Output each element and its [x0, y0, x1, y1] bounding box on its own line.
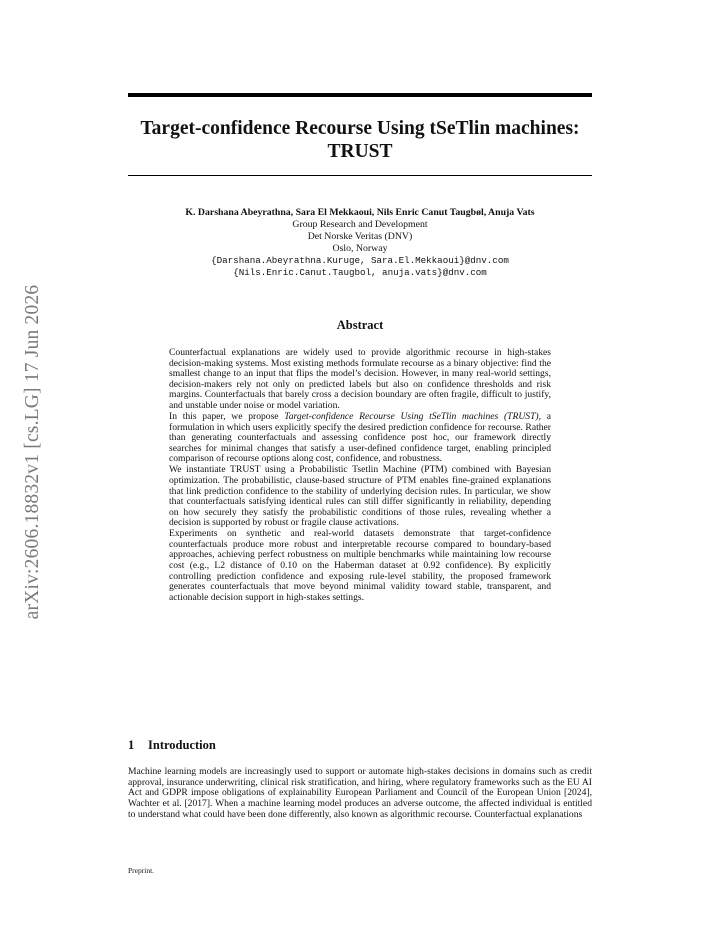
abstract-body: [169, 348, 551, 604]
introduction-paragraph: Machine learning models are increasingly used to support or automate high-stakes decisions in domains such as credit approval, insurance underwriting, clinical risk stratification, and hiring, where regulatory frameworks such as the EU AI Act and GDPR impose obligations of explainability European Parliament and Council of the European Union [2024], Wachter et al. [2017]. When a machine learning model produces an adverse outcome, the affected individual is entitled to understand what could have been done differently, also known as algorithmic recourse. Counterfactual explanations: [128, 766, 592, 820]
preprint-note: Preprint.: [128, 866, 155, 875]
paper-title-line-1: Target-confidence Recourse Using tSeTlin machines:: [140, 118, 580, 139]
author-email-line-1: {Darshana.Abeyrathna.Kuruge, Sara.El.Mekkaoui}@dnv.com: [211, 255, 509, 266]
abstract-heading: Abstract: [336, 318, 384, 332]
arxiv-identifier-text: arXiv:2606.18832v1 [cs.LG] 17 Jun 2026: [22, 284, 43, 620]
abstract-p2-rest: , a formulation in which users explicitly specify the desired prediction confidence for recourse. Rather than generating counterfactuals and assessing confidence post hoc, our framework directly searches for minimal changes that satisfy a user-defined confidence target, enabling principled comparison of recourse options along cost, confidence, and robustness.: [169, 410, 551, 465]
author-block: [128, 207, 592, 279]
affiliation-line-1: Group Research and Development: [292, 219, 428, 230]
author-email-line-2: {Nils.Enric.Canut.Taugbol, anuja.vats}@dnv.com: [233, 267, 487, 278]
section-title: Introduction: [148, 738, 216, 752]
abstract-paragraph-2: [169, 412, 551, 465]
abstract-p2-lead: In this paper, we propose: [169, 410, 285, 422]
paper-title-line-2: TRUST: [327, 141, 393, 162]
abstract-paragraph-1: Counterfactual explanations are widely used to provide algorithmic recourse in high-stakes decision-making systems. Most existing methods formulate recourse as a binary objective: find the smallest change to an input that flips the model’s decision. However, in many real-world settings, decision-makers rely not only on predicted labels but also on confidence thresholds and risk margins. Counterfactuals that barely cross a decision boundary are often fragile, difficult to justify, and unstable under noise or model variation.: [169, 347, 551, 411]
title-bottom-rule: [128, 175, 592, 176]
section-number: 1: [128, 738, 135, 752]
affiliation-line-2: Det Norske Veritas (DNV): [307, 231, 413, 242]
abstract-p2-emphasis: Target-confidence Recourse Using tSeTlin machines (TRUST): [284, 410, 539, 422]
author-names: K. Darshana Abeyrathna, Sara El Mekkaoui, Nils Enric Canut Taugbøl, Anuja Vats: [185, 207, 535, 218]
title-top-rule: [128, 93, 592, 97]
abstract-paragraph-3: We instantiate TRUST using a Probabilistic Tsetlin Machine (PTM) combined with Bayesian optimization. The probabilistic, clause-based structure of PTM enables fine-grained explanations that link prediction confidence to the stability of underlying decision rules. In particular, we show that counterfactuals satisfying identical rules can still differ significantly in reliability, depending on how securely they satisfy the probabilistic conditions of those rules, revealing whether a decision is supported by robust or fragile clause activations.: [169, 464, 551, 529]
affiliation-line-3: Oslo, Norway: [332, 243, 388, 254]
section-heading-introduction: [128, 738, 216, 753]
paper-title: [128, 117, 592, 163]
abstract-paragraph-4: Experiments on synthetic and real-world datasets demonstrate that target-confidence counterfactuals produce more robust and interpretable recourse compared to boundary-based approaches, achieving perfect robustness on multiple benchmarks while maintaining low recourse cost (e.g., L2 distance of 0.10 on the Haberman dataset at 0.92 confidence). By explicitly controlling prediction confidence and exposing rule-level stability, the proposed framework generates counterfactuals that move beyond minimal validity toward stable, transparent, and actionable decision support in high-stakes settings.: [169, 528, 551, 603]
arxiv-identifier: [18, 262, 48, 642]
